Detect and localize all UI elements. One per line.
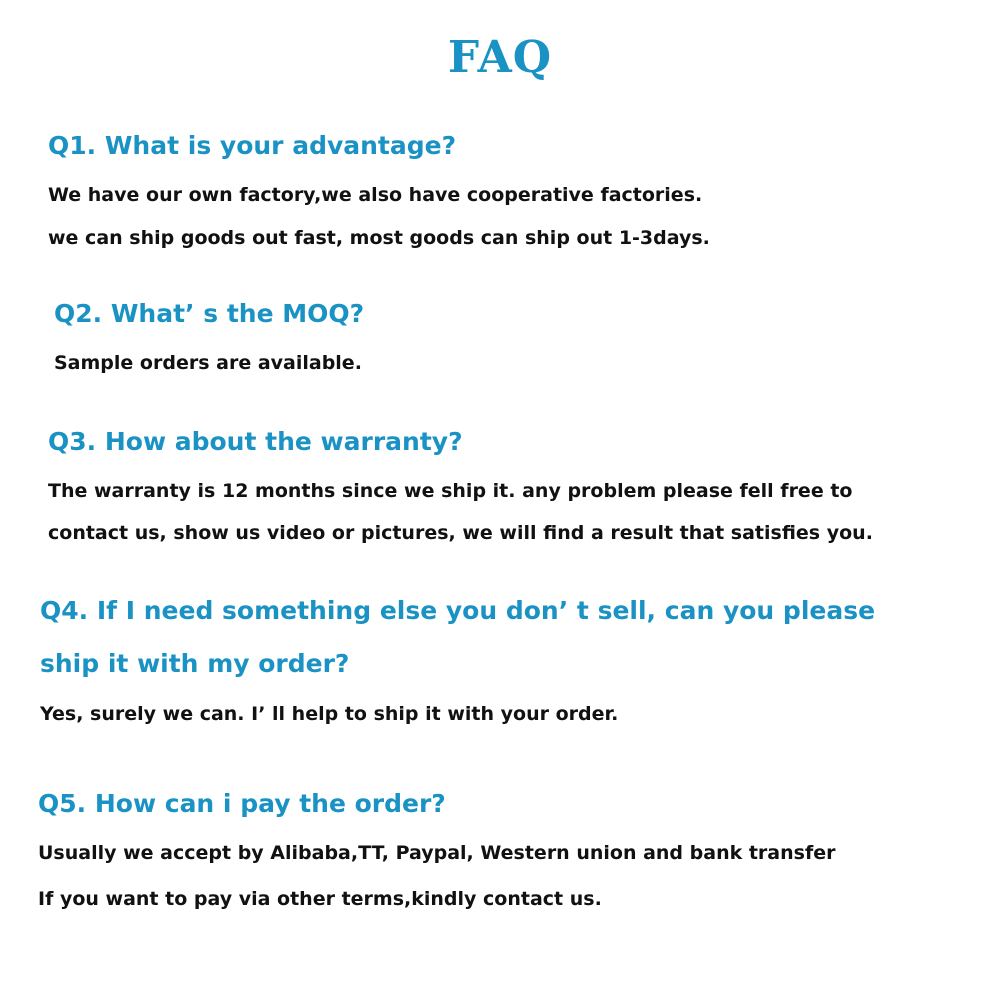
faq-answer-2-line-1: Sample orders are available. [54,352,362,374]
faq-answer-4-line-1: Yes, surely we can. I’ ll help to ship it with your order. [40,703,619,725]
faq-question-5: Q5. How can i pay the order? [38,789,446,818]
faq-title: FAQ [447,32,553,83]
faq-question-2: Q2. What’ s the MOQ? [54,299,365,328]
faq-answer-3-line-2: contact us, show us video or pictures, we will find a result that satisfies you. [48,522,873,544]
faq-question-4-line-1: Q4. If I need something else you don’ t sell, can you please [40,596,876,625]
faq-answer-5-line-2: If you want to pay via other terms,kindly contact us. [38,888,602,910]
faq-question-1: Q1. What is your advantage? [48,131,457,160]
faq-answer-3-line-1: The warranty is 12 months since we ship it. any problem please fell free to [48,480,853,502]
faq-answer-1-line-1: We have our own factory,we also have cooperative factories. [48,184,703,206]
faq-question-3: Q3. How about the warranty? [48,427,463,456]
faq-answer-1-line-2: we can ship goods out fast, most goods can ship out 1-3days. [48,227,710,249]
faq-answer-5-line-1: Usually we accept by Alibaba,TT, Paypal, Western union and bank transfer [38,842,836,864]
faq-question-4-line-2: ship it with my order? [40,649,350,678]
